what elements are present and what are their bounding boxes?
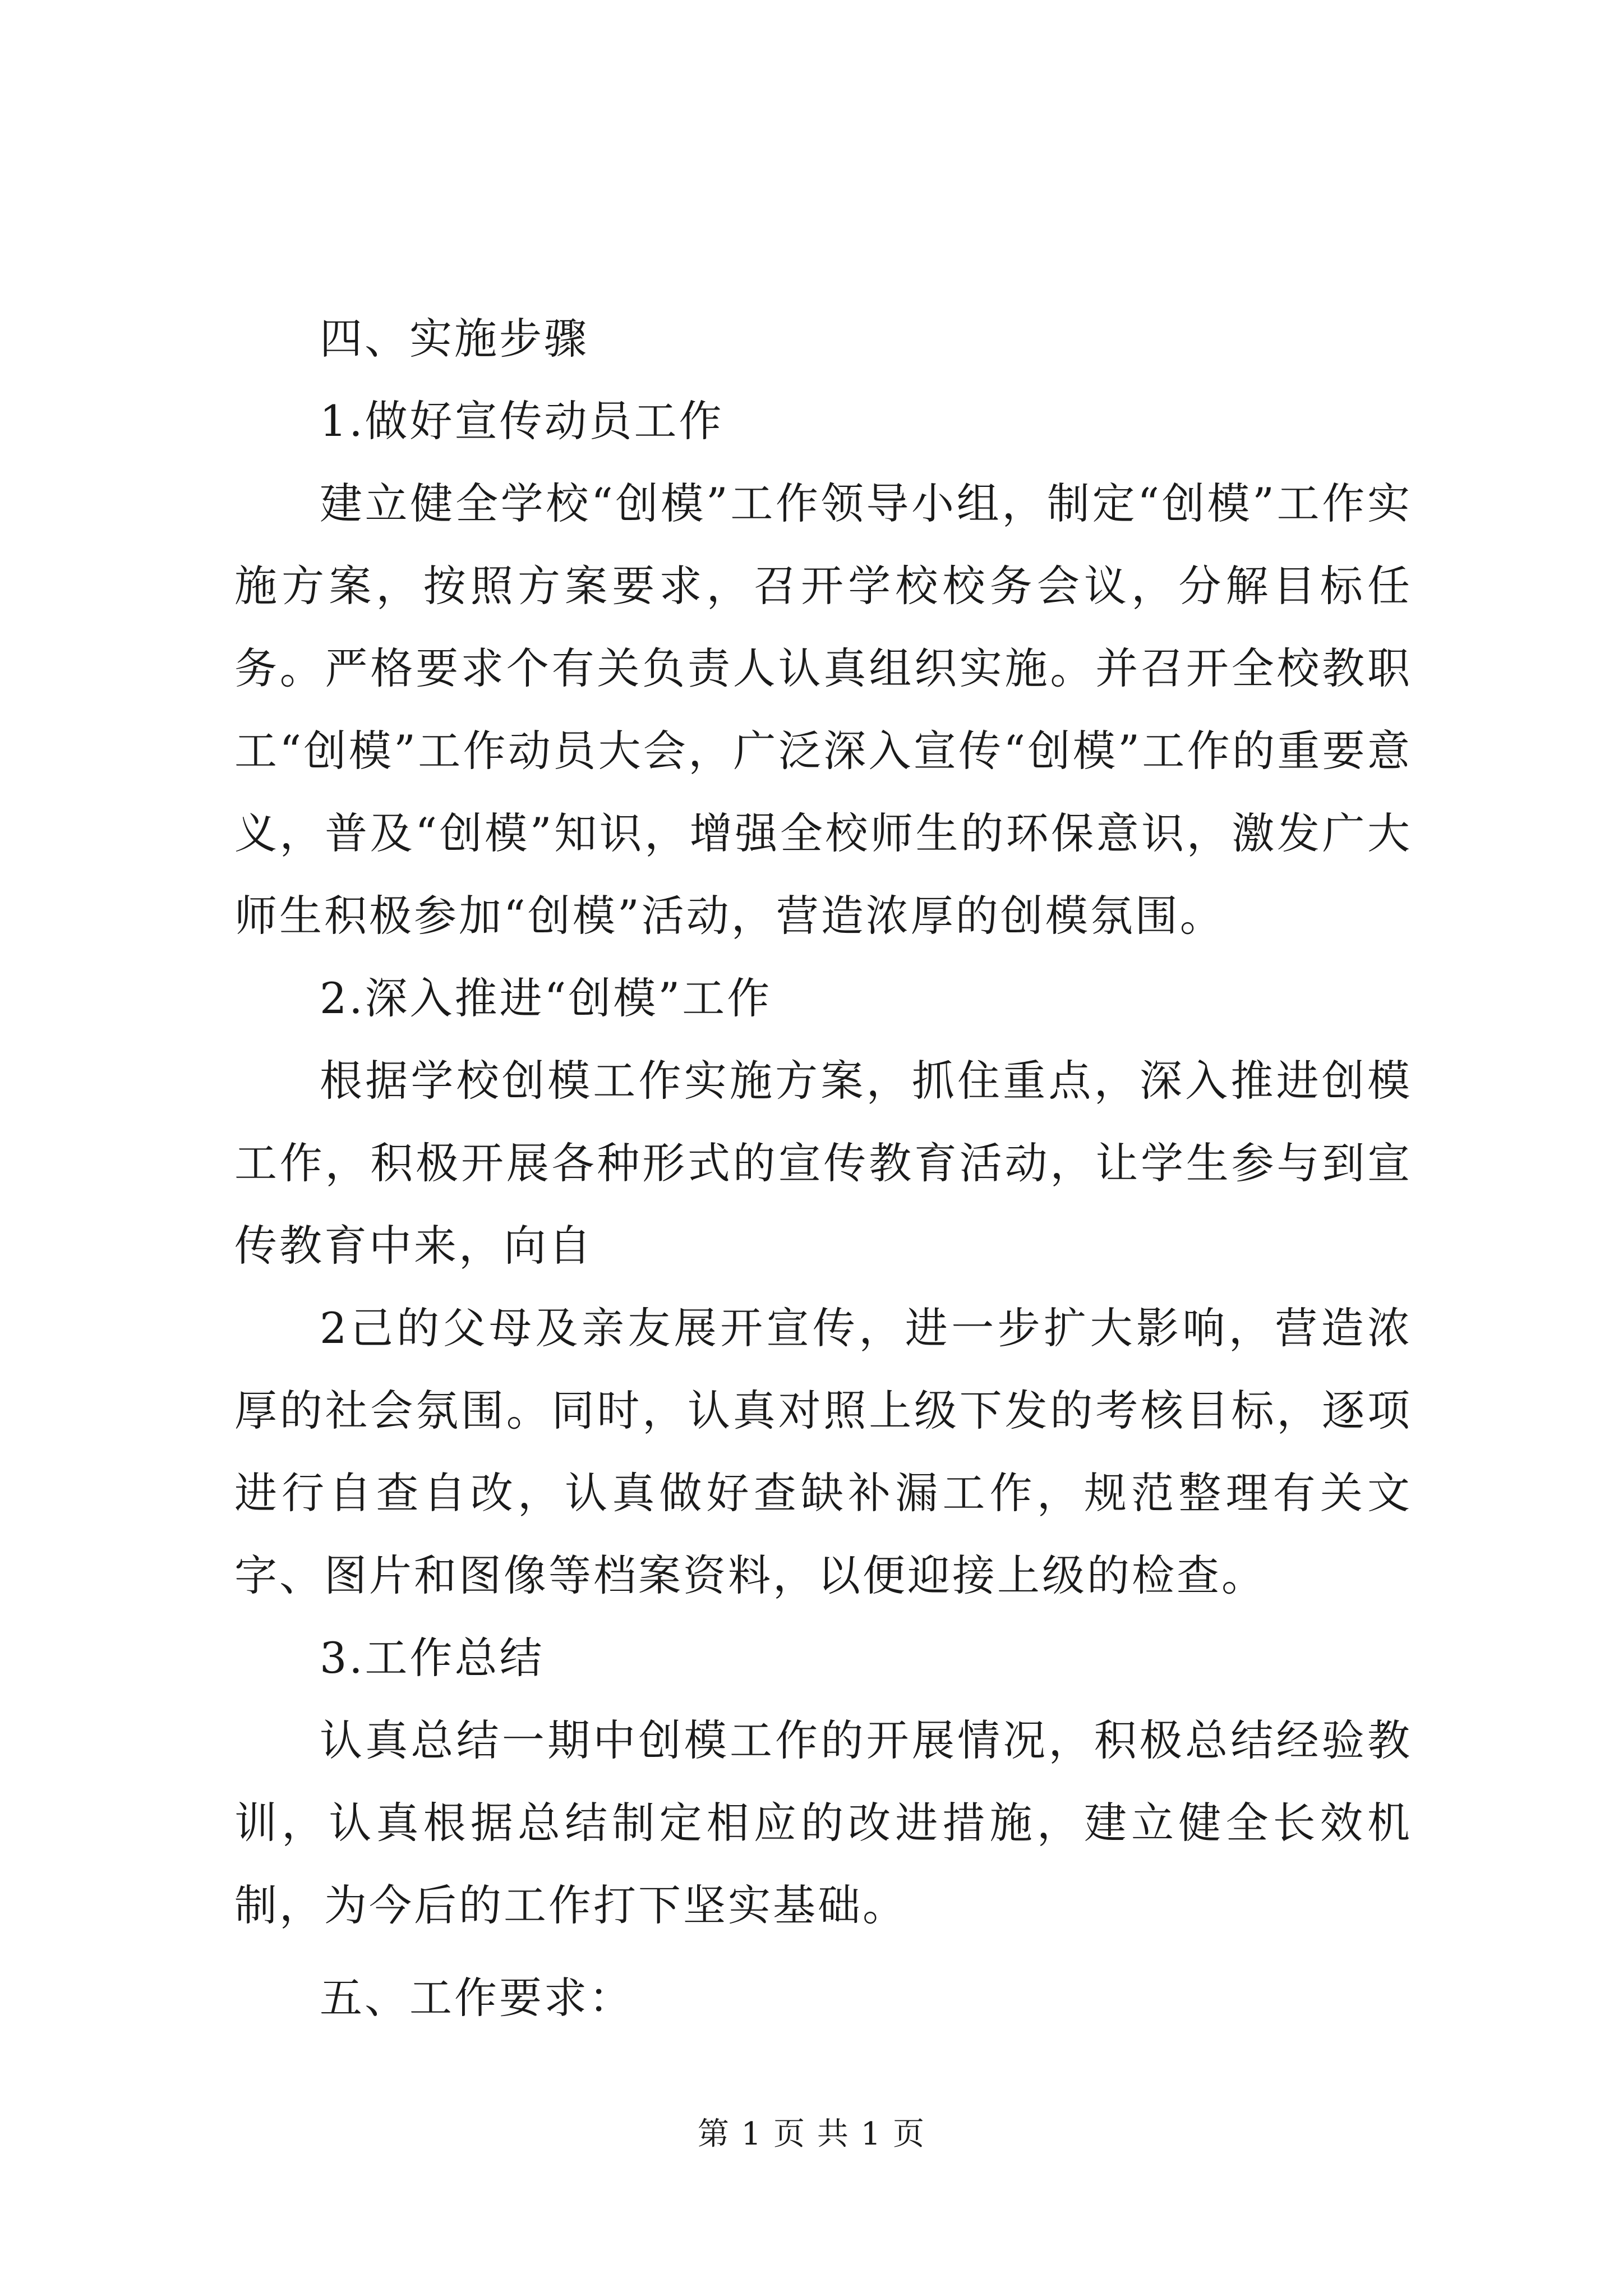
step-heading-work-summary: 3.工作总结 <box>320 1633 545 1683</box>
paragraph-parents-publicity: 2己的父母及亲友展开宣传，进一步扩大影响，营造浓厚的社会氛围。同时，认真对照上级下发的考核目标，逐项进行自查自改，认真做好查缺补漏工作，规范整理有关文字、图片和图像等档案资料，以便迎接上级的检查。 <box>234 1303 1412 1600</box>
paragraph-summary-details: 认真总结一期中创模工作的开展情况，积极总结经验教训，认真根据总结制定相应的改进措施，建立健全长效机制，为今后的工作打下坚实基础。 <box>234 1715 1412 1930</box>
section-heading-work-requirements: 五、工作要求： <box>320 1973 634 2023</box>
page-footer: 第 1 页 共 1 页 <box>697 2116 926 2152</box>
paragraph-leadership-group: 建立健全学校“创模”工作领导小组，制定“创模”工作实施方案，按照方案要求，召开学校校务会议，分解目标任务。严格要求个有关负责人认真组织实施。并召开全校教职工“创模”工作动员大会，广泛深入宣传“创模”工作的重要意义，普及“创模”知识，增强全校师生的环保意识，激发广大师生积极参加“创模”活动，营造浓厚的创模氛围。 <box>234 478 1412 941</box>
paragraph-implementation-plan: 根据学校创模工作实施方案，抓住重点，深入推进创模工作，积极开展各种形式的宣传教育活动，让学生参与到宣传教育中来，向自 <box>234 1056 1412 1271</box>
document-body <box>234 297 1412 2039</box>
section-heading-implementation-steps: 四、实施步骤 <box>320 314 589 364</box>
step-heading-publicity-mobilization: 1.做好宣传动员工作 <box>320 396 724 446</box>
step-heading-advance-work: 2.深入推进“创模”工作 <box>320 973 772 1023</box>
